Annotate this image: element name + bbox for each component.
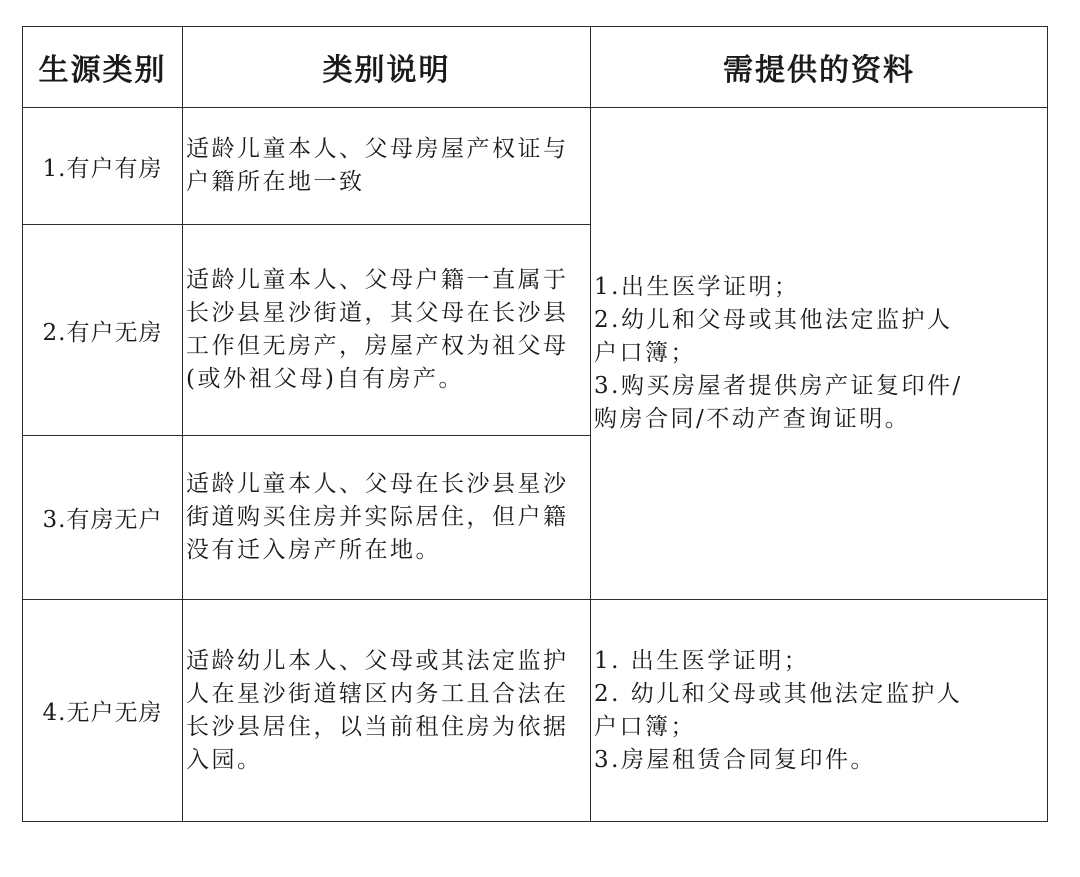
- description-cell: 适龄儿童本人、父母户籍一直属于长沙县星沙街道，其父母在长沙县工作但无房产，房屋产权为祖父母(或外祖父母)自有房产。: [183, 225, 591, 436]
- materials-line: 1.出生医学证明；: [594, 274, 800, 300]
- materials-line: 2. 幼儿和父母或其他法定监护人: [594, 680, 963, 707]
- table-header-row: [23, 27, 1048, 108]
- table-row: [23, 600, 1048, 822]
- materials-cell-group-2: [591, 600, 1048, 822]
- header-category: 生源类别: [23, 27, 183, 108]
- materials-line: 3.房屋租赁合同复印件。: [594, 746, 876, 773]
- category-cell: 1.有户有房: [23, 108, 183, 225]
- category-cell: 4.无户无房: [23, 600, 183, 822]
- description-cell: 适龄儿童本人、父母房屋产权证与户籍所在地一致: [183, 108, 591, 225]
- materials-line: 2.幼儿和父母或其他法定监护人: [594, 307, 953, 333]
- materials-line: 3.购买房屋者提供房产证复印件/: [594, 373, 963, 399]
- header-materials: 需提供的资料: [591, 27, 1048, 108]
- description-cell: 适龄幼儿本人、父母或其法定监护人在星沙街道辖区内务工且合法在长沙县居住，以当前租住房为依据入园。: [183, 600, 591, 822]
- materials-line: 购房合同/不动产查询证明。: [594, 406, 911, 432]
- materials-line: 1. 出生医学证明；: [594, 647, 810, 674]
- enrollment-category-table: [22, 26, 1048, 822]
- materials-line: 户口簿；: [594, 340, 696, 366]
- category-cell: 3.有房无户: [23, 436, 183, 600]
- table-row: [23, 108, 1048, 225]
- materials-cell-group-1: [591, 108, 1048, 600]
- header-description: 类别说明: [183, 27, 591, 108]
- description-cell: 适龄儿童本人、父母在长沙县星沙街道购买住房并实际居住，但户籍没有迁入房产所在地。: [183, 436, 591, 600]
- category-cell: 2.有户无房: [23, 225, 183, 436]
- materials-line: 户口簿；: [594, 713, 696, 740]
